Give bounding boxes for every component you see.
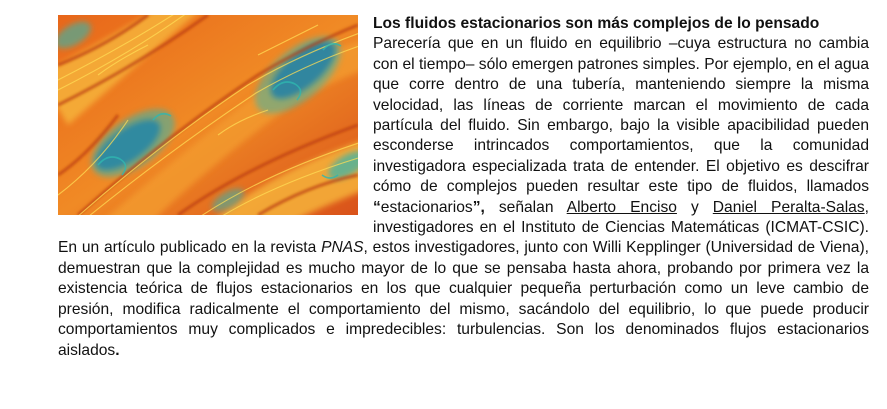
paragraph-institute: , investigadores en el Instituto de Ciencias Matemáticas (ICMAT-CSIC). En un artículo publicado en la revista [58,198,869,257]
paragraph-findings: , estos investigadores, junto con Willi Kepplinger (Universidad de Viena), demuestran que la complejidad es mucho mayor de lo que se pensaba hasta ahora, probando por primera vez la existencia teórica de flujos estacionarios en los que cualquier pequeña perturbación como un leve cambio de presión, modifica radicalmente el comportamiento del mismo, sacándolo del equilibrio, lo que puede producir comportamientos muy complicados e impredecibles: turbulencias. Son los denominados flujos estacionarios aislados [58,239,869,359]
article-title: Los fluidos estacionarios son más complejos de lo pensado [373,15,820,32]
image-spacer [58,14,373,222]
link-daniel-peralta-salas[interactable]: Daniel Peralta-Salas [712,198,865,216]
final-period: . [115,341,120,359]
paragraph-said: señalan [484,198,567,216]
quote-close-mark: ”, [472,198,485,216]
journal-name: PNAS [321,239,364,257]
link-alberto-enciso[interactable]: Alberto Enciso [566,198,677,216]
paragraph-intro: Parecería que en un fluido en equilibrio –cuya estructura no cambia con el tiempo– sólo emergen patrones simples. Por ejemplo, en el agua que corre dentro de una tubería, manteniendo siempre la misma velocidad, las líneas de corriente marcan el movimiento de cada partícula del fluido. Sin embargo, bajo la visible apacibilidad pueden esconderse intrincados comportamientos, que la comunidad investigadora especializada trata de entender. El objetivo es descifrar cómo de complejos pueden resultar este tipo de fluidos, llamados [373,35,869,196]
article-text [58,14,869,361]
quote-open-mark: “ [373,198,381,216]
paragraph-and: y [676,198,713,216]
quoted-term: estacionarios [380,198,473,216]
